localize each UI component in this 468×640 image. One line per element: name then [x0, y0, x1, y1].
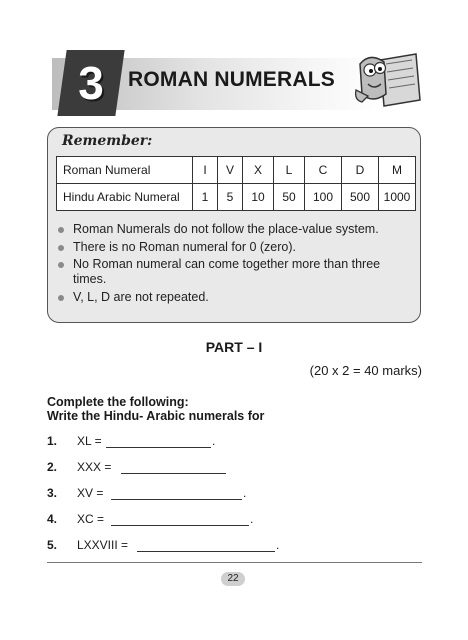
question-expression: LXXVIII = — [77, 538, 129, 552]
chapter-title: ROMAN NUMERALS — [128, 68, 335, 91]
list-item — [56, 222, 406, 237]
page-number: 22 — [221, 572, 245, 586]
question-period: . — [276, 538, 280, 552]
question-number: 5. — [47, 538, 58, 552]
bullet-icon — [58, 295, 64, 301]
instruction-subheading: Write the Hindu- Arabic numerals for — [47, 409, 265, 423]
bottom-divider — [47, 562, 422, 563]
remember-title: Remember: — [62, 133, 153, 149]
rule-text: Roman Numerals do not follow the place-value system. — [73, 222, 379, 236]
question-item — [47, 538, 427, 554]
table-cell: 100 — [305, 184, 342, 211]
table-cell: M — [379, 157, 416, 184]
table-cell: 1 — [193, 184, 218, 211]
answer-blank[interactable] — [121, 473, 226, 474]
table-cell: C — [305, 157, 342, 184]
question-number: 1. — [47, 434, 58, 448]
marks-label: (20 x 2 = 40 marks) — [309, 363, 422, 378]
table-cell: V — [218, 157, 243, 184]
table-cell: D — [342, 157, 379, 184]
instruction-heading: Complete the following: — [47, 395, 189, 409]
question-item — [47, 434, 427, 450]
answer-blank[interactable] — [111, 499, 242, 500]
table-cell: L — [274, 157, 305, 184]
question-period: . — [243, 486, 247, 500]
question-expression: XC = — [77, 512, 105, 526]
table-cell: 500 — [342, 184, 379, 211]
table-cell: 5 — [218, 184, 243, 211]
table-cell: 10 — [243, 184, 274, 211]
rules-list — [56, 222, 406, 307]
question-expression: XV = — [77, 486, 104, 500]
chapter-number: 3 — [78, 57, 104, 109]
bullet-icon — [58, 245, 64, 251]
table-cell: 50 — [274, 184, 305, 211]
numeral-table — [56, 156, 416, 211]
table-cell: X — [243, 157, 274, 184]
question-item — [47, 486, 427, 502]
arabic-row — [57, 184, 416, 211]
arabic-row-label: Hindu Arabic Numeral — [57, 184, 193, 211]
table-cell: I — [193, 157, 218, 184]
question-period: . — [250, 512, 254, 526]
part-title: PART – I — [205, 339, 263, 355]
answer-blank[interactable] — [137, 551, 275, 552]
question-period: . — [212, 434, 216, 448]
rule-text: No Roman numeral can come together more than three times. — [73, 257, 381, 286]
roman-row — [57, 157, 416, 184]
rule-text: V, L, D are not repeated. — [73, 289, 209, 304]
question-number: 3. — [47, 486, 58, 500]
question-item — [47, 512, 427, 528]
list-item — [56, 290, 406, 305]
question-expression: XXX = — [77, 460, 112, 474]
answer-blank[interactable] — [106, 447, 211, 448]
list-item — [56, 240, 406, 255]
roman-row-label: Roman Numeral — [57, 157, 193, 184]
bullet-icon — [58, 262, 64, 268]
list-item — [56, 257, 406, 287]
question-number: 2. — [47, 460, 58, 474]
table-cell: 1000 — [379, 184, 416, 211]
bullet-icon — [58, 227, 64, 233]
answer-blank[interactable] — [111, 525, 249, 526]
question-item — [47, 460, 427, 476]
question-expression: XL = — [77, 434, 102, 448]
rule-text: There is no Roman numeral for 0 (zero). — [73, 239, 297, 254]
reading-book-mascot-icon — [350, 50, 422, 114]
question-number: 4. — [47, 512, 58, 526]
